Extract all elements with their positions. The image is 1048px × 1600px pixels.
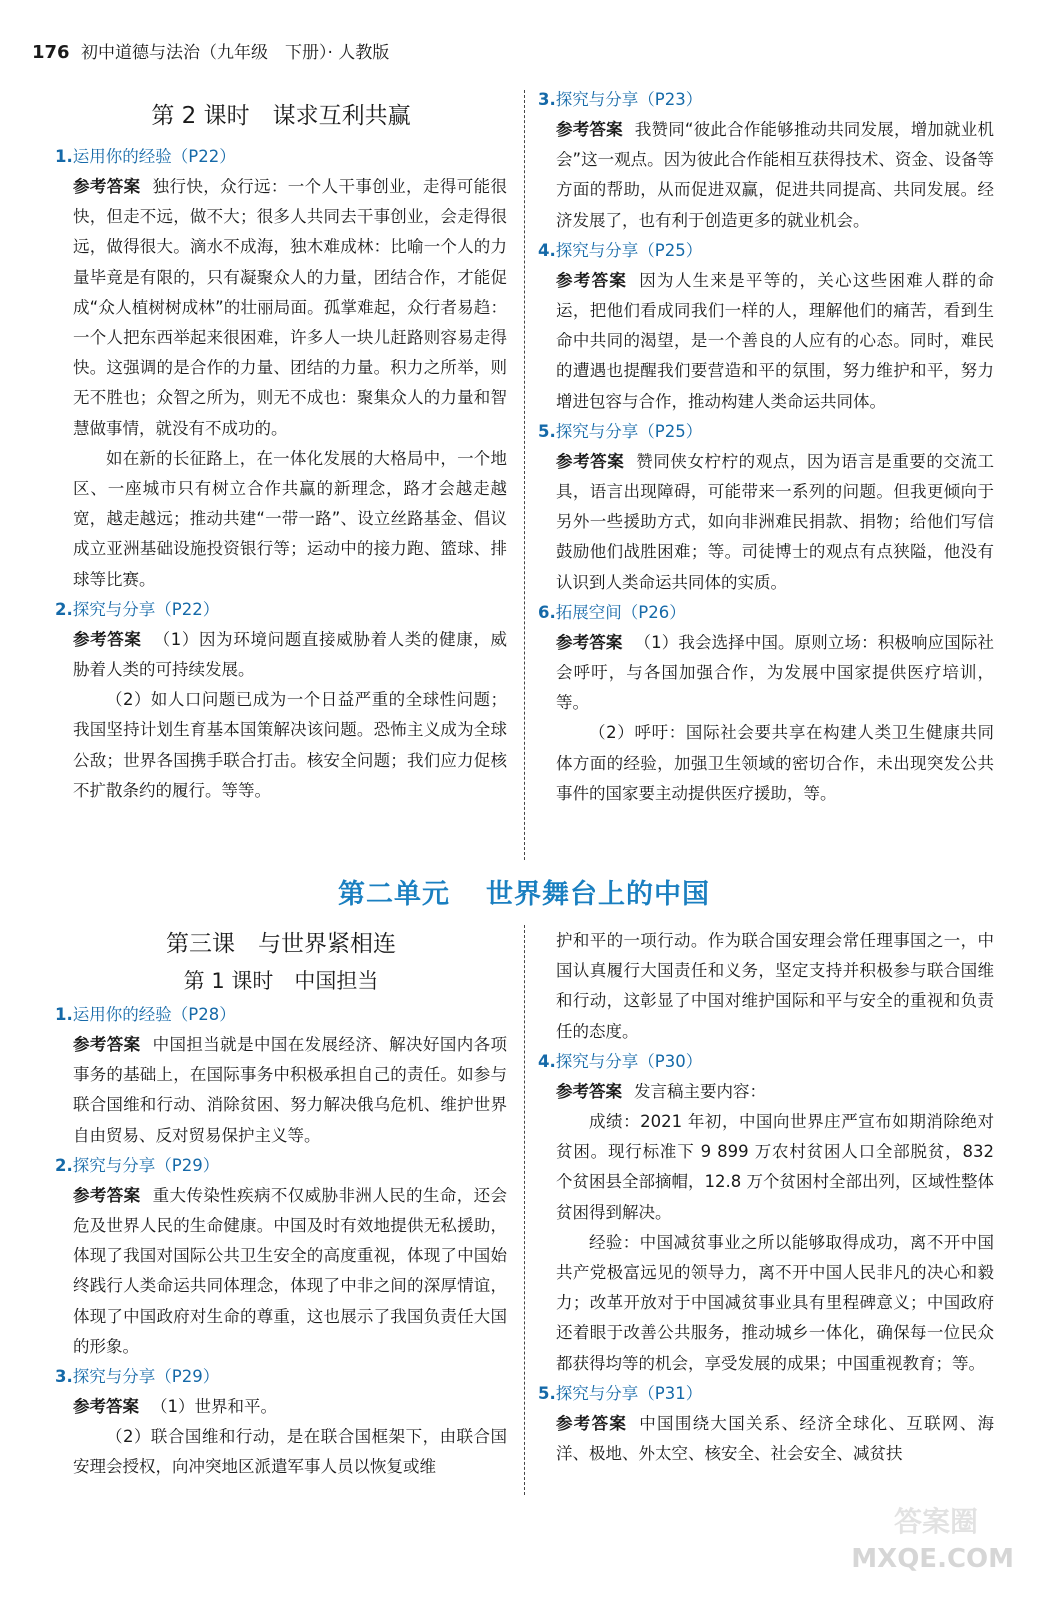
question-heading: 3.探究与分享（P23） (538, 90, 703, 109)
answer-paragraph: 参考答案 发言稿主要内容： (556, 1081, 766, 1101)
answer-paragraph: 参考答案 赞同侠女柠柠的观点，因为语言是重要的交流工具，语言出现障碍，可能带来一系列的问题。但我更倾向于另外一些援助方式，如向非洲难民捐款、捐物；给他们写信鼓励他们战胜困难；等。司徒博士的观点有点狭隘，他没有认识到人类命运共同体的实质。 (556, 451, 994, 592)
answer-paragraph: （2）呼吁：国际社会要共享在构建人类卫生健康共同体方面的经验，加强卫生领域的密切合作，未出现突发公共事件的国家要主动提供医疗援助，等。 (556, 723, 994, 803)
page-number: 176 (32, 42, 70, 63)
answer-paragraph: 参考答案 重大传染性疾病不仅威胁非洲人民的生命，还会危及世界人民的生命健康。中国及时有效地提供无私援助，体现了我国对国际公共卫生安全的高度重视，体现了中国始终践行人类命运共同体理念，体现了中非之间的深厚情谊，体现了中国政府对生命的尊重，这也展示了我国负责任大国的形象。 (73, 1185, 508, 1356)
book-title: 初中道德与法治（九年级 下册）· 人教版 (80, 43, 390, 63)
question-heading: 6.拓展空间（P26） (538, 602, 686, 622)
answer-paragraph: 如在新的长征路上，在一体化发展的大格局中，一个地区、一座城市只有树立合作共赢的新理念，路才会越走越宽，越走越远；推动共建“一带一路”、设立丝路基金、倡议成立亚洲基础设施投资银行等；运动中的接力跑、篮球、排球等比赛。 (73, 448, 507, 589)
answer-paragraph: 经验：中国减贫事业之所以能够取得成功，离不开中国共产党极富远见的领导力，离不开中国人民非凡的决心和毅力；改革开放对于中国减贫事业具有里程碑意义；中国政府还着眼于改善公共服务，推动城乡一体化，确保每一位民众都获得均等的机会，享受发展的成果；中国重视教育；等。 (556, 1232, 994, 1373)
question-heading: 1.运用你的经验（P28） (55, 1005, 236, 1024)
answer-paragraph: 参考答案 独行快，众行远：一个人干事创业，走得可能很快，但走不远，做不大；很多人共同去干事创业，会走得很远，做得很大。滴水不成海，独木难成林：比喻一个人的力量毕竟是有限的，只有凝聚众人的力量，团结合作，才能促成“众人植树树成林”的壮丽局面。孤掌难起，众行者易趋：一个人把东西举起来很困难，许多人一块儿赶路则容易走得快。这强调的是合作的力量、团结的力量。积力之所举，则无不胜也；众智之所为，则无不成也：聚集众人的力量和智慧做事情，就没有不成功的。 (73, 177, 508, 438)
answer-paragraph: 参考答案 因为人生来是平等的，关心这些困难人群的命运，把他们看成同我们一样的人，理解他们的痛苦，看到生命中共同的渴望，是一个善良的人应有的心态。同时，难民的遭遇也提醒我们要营造和平的氛围，努力维护和平，努力增进包容与合作，推动构建人类命运共同体。 (556, 270, 995, 411)
question-heading: 2.探究与分享（P22） (55, 599, 220, 619)
question-heading: 2.探究与分享（P29） (55, 1155, 220, 1175)
bottom-left-column (55, 926, 507, 1483)
bottom-right-column (538, 926, 994, 1469)
answer-paragraph: （2）如人口问题已成为一个日益严重的全球性问题；我国坚持计划生育基本国策解决该问题。恐怖主义成为全球公敌；世界各国携手联合打击。核安全问题；我们应力促核不扩散条约的履行。等等。 (73, 690, 507, 800)
answer-paragraph: 参考答案 （1）因为环境问题直接威胁着人类的健康，威胁着人类的可持续发展。 (73, 629, 508, 680)
top-left-column (55, 98, 507, 806)
answer-paragraph: 参考答案 我赞同“彼此合作能够推动共同发展，增加就业机会”这一观点。因为彼此合作能相互获得技术、资金、设备等方面的帮助，从而促进双赢，促进共同提高、共同发展。经济发展了，也有利于创造更多的就业机会。 (556, 120, 994, 230)
bottom-column-divider (524, 925, 525, 1495)
top-column-divider (524, 90, 525, 860)
lesson-title: 第 2 课时 谋求互利共赢 (151, 103, 411, 129)
unit-title: 第二单元 世界舞台上的中国 (338, 879, 710, 910)
question-heading: 4.探究与分享（P30） (538, 1051, 703, 1071)
watermark-logo: 答案圈 (893, 1505, 978, 1538)
answer-paragraph: 成绩：2021 年初，中国向世界庄严宣布如期消除绝对贫困。现行标准下 9 899 万农村贫困人口全部脱贫，832 个贫困县全部摘帽，12.8 万个贫困村全部出列，区域性整体贫困得到解决。 (556, 1112, 994, 1222)
question-heading: 5.探究与分享（P31） (538, 1383, 703, 1403)
lesson-subtitle: 第 1 课时 中国担当 (183, 969, 379, 993)
answer-paragraph: （2）联合国维和行动，是在联合国框架下，由联合国安理会授权，向冲突地区派遣军事人员以恢复或维 (73, 1427, 507, 1477)
question-heading: 5.探究与分享（P25） (538, 421, 703, 441)
page-header (32, 38, 389, 63)
answer-paragraph: 参考答案 中国围绕大国关系、经济全球化、互联网、海洋、极地、外太空、核安全、社会安全、减贫扶 (556, 1413, 995, 1464)
answer-paragraph: 参考答案 中国担当就是中国在发展经济、解决好国内各项事务的基础上，在国际事务中积极承担自己的责任。如参与联合国维和行动、消除贫困、努力解决俄乌危机、维护世界自由贸易、反对贸易保护主义等。 (73, 1035, 508, 1145)
question-heading: 1.运用你的经验（P22） (55, 147, 236, 166)
continued-paragraph: 护和平的一项行动。作为联合国安理会常任理事国之一，中国认真履行大国责任和义务，坚定支持并积极参与联合国维和行动，这彰显了中国对维护国际和平与安全的重视和负责任的态度。 (556, 931, 994, 1041)
answer-paragraph: 参考答案 （1）我会选择中国。原则立场：积极响应国际社会呼吁，与各国加强合作，为发展中国家提供医疗培训，等。 (556, 632, 995, 713)
top-right-column (538, 85, 994, 809)
lesson-title: 第三课 与世界紧相连 (166, 931, 396, 957)
watermark-url: MXQE.COM (851, 1544, 1014, 1574)
question-heading: 4.探究与分享（P25） (538, 240, 703, 260)
answer-paragraph: 参考答案 （1）世界和平。 (73, 1397, 277, 1417)
question-heading: 3.探究与分享（P29） (55, 1367, 220, 1387)
